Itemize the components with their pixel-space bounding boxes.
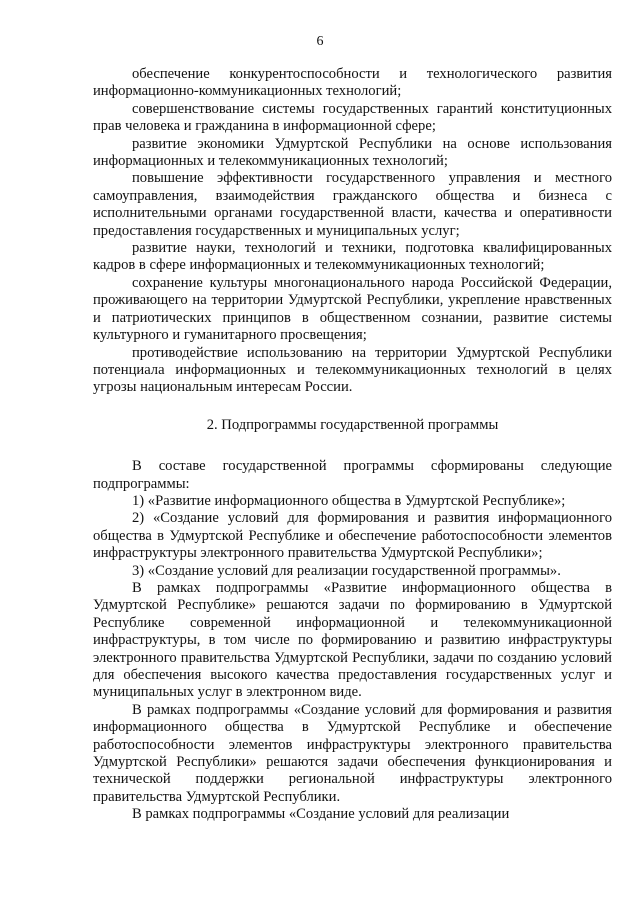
paragraph-7: противодействие использованию на территории Удмуртской Республики потенциала информационных и телекоммуникационных технологий в целях угрозы национальным интересам России.: [93, 344, 612, 396]
paragraph-5: развитие науки, технологий и техники, подготовка квалифицированных кадров в сфере информационных и телекоммуникационных технологий;: [93, 240, 612, 274]
section-2-paragraph-4: В рамках подпрограммы «Создание условий для реализации: [132, 806, 510, 823]
section-2-paragraph-3: В рамках подпрограммы «Создание условий для формирования и развития информационного общества в Удмуртской Республике и обеспечение работоспособности элементов инфраструктуры электронного правительства Удмуртской Республики» решаются задачи обеспечения функционирования и технической поддержки региональной инфраструктуры электронного правительства Удмуртской Республики.: [93, 701, 612, 805]
paragraph-4: повышение эффективности государственного управления и местного самоуправления, взаимодействия гражданского общества и бизнеса с исполнительными органами государственной власти, качества и оперативности предоставления государственных и муниципальных услуг;: [93, 170, 612, 239]
section-2-paragraph-2: В рамках подпрограммы «Развитие информационного общества в Удмуртской Республике» решаются задачи по формированию в Удмуртской Республике современной информационной и телекоммуникационной инфраструктуры, в том числе по формированию и развитию инфраструктуры электронного правительства Удмуртской Республики, задачи по созданию условий для обеспечения высокого качества предоставления государственных услуг и муниципальных услуг в электронном виде.: [93, 579, 612, 701]
subprogram-item-2: 2) «Создание условий для формирования и развития информационного общества в Удмуртской Республике и обеспечение работоспособности элементов инфраструктуры электронного правительства Удмуртской Республики»;: [93, 510, 612, 562]
page-number: 6: [316, 34, 324, 49]
subprogram-item-1: 1) «Развитие информационного общества в Удмуртской Республике»;: [132, 492, 566, 509]
paragraph-3: развитие экономики Удмуртской Республики на основе использования информационных и телекоммуникационных технологий;: [93, 135, 612, 170]
section-heading: 2. Подпрограммы государственной программы: [206, 416, 499, 433]
document-body: [93, 66, 612, 824]
subprogram-item-3: 3) «Создание условий для реализации государственной программы».: [132, 562, 561, 579]
paragraph-2: совершенствование системы государственных гарантий конституционных прав человека и гражданина в информационной сфере;: [93, 100, 612, 135]
paragraph-6: сохранение культуры многонационального народа Российской Федерации, проживающего на территории Удмуртской Республики, укрепление нравственных и патриотических принципов в общественном сознании, развитие системы культурного и гуманитарного просвещения;: [93, 274, 612, 344]
paragraph-1: обеспечение конкурентоспособности и технологического развития информационно-коммуникационных технологий;: [93, 66, 612, 100]
section-2-paragraph-1: В составе государственной программы сформированы следующие подпрограммы:: [93, 458, 612, 492]
